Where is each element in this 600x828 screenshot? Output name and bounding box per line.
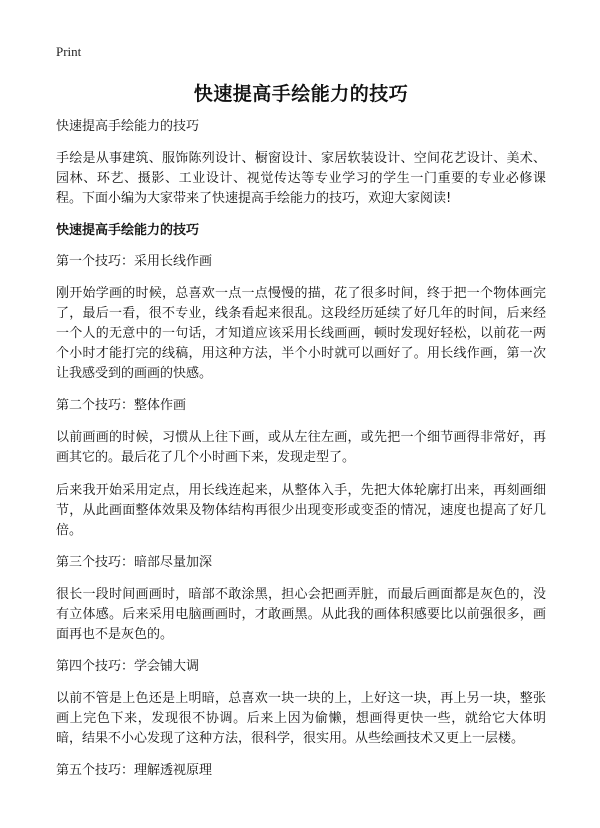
tip-2-paragraph-1: 以前画画的时候，习惯从上往下画，或从左往左画，或先把一个细节画得非常好，再画其它的。最后花了几个小时画下来，发现走型了。	[56, 430, 546, 465]
tip-5-heading: 第五个技巧：理解透视原理	[56, 763, 213, 778]
tip-1-paragraph-1: 刚开始学画的时候，总喜欢一点一点慢慢的描，花了很多时间，终于把一个物体画完了，最后一看，很不专业，线条看起来很乱。这段经历延续了好几年的时间，后来经一个人的无意中的一句话，才知道应该采用长线画画，顿时发现好轻松，以前花一两个小时才能打完的线稿，用这种方法，半个小时就可以画好了。用长线作画，第一次让我感受到的画画的快感。	[56, 286, 546, 381]
print-link[interactable]: Print	[56, 44, 82, 59]
tip-3-paragraph-1: 很长一段时间画画时，暗部不敢涂黑，担心会把画弄脏，而最后画面都是灰色的，没有立体感。后来采用电脑画画时，才敢画黑。从此我的画体积感要比以前强很多，画面再也不是灰色的。	[56, 587, 546, 642]
article-subtitle: 快速提高手绘能力的技巧	[56, 119, 200, 134]
intro-paragraph: 手绘是从事建筑、服饰陈列设计、橱窗设计、家居软装设计、空间花艺设计、美术、园林、环艺、摄影、工业设计、视觉传达等专业学习的学生一门重要的专业必修课程。下面小编为大家带来了快速提高手绘能力的技巧，欢迎大家阅读!	[56, 151, 546, 206]
section-heading: 快速提高手绘能力的技巧	[56, 223, 200, 238]
tip-2-heading: 第二个技巧：整体作画	[56, 398, 187, 413]
tip-4-heading: 第四个技巧：学会铺大调	[56, 659, 200, 674]
article-title: 快速提高手绘能力的技巧	[193, 83, 409, 105]
tip-2-paragraph-2: 后来我开始采用定点，用长线连起来，从整体入手，先把大体轮廓打出来，再刻画细节，从此画面整体效果及物体结构再很少出现变形或变歪的情况，速度也提高了好几倍。	[56, 483, 546, 538]
tip-3-heading: 第三个技巧：暗部尽量加深	[56, 555, 213, 570]
tip-4-paragraph-1: 以前不管是上色还是上明暗，总喜欢一块一块的上，上好这一块，再上另一块，整张画上完色下来，发现很不协调。后来上因为偷懒，想画得更快一些，就给它大体明暗，结果不小心发现了这种方法，很科学，很实用。从些绘画技术又更上一层楼。	[56, 691, 546, 746]
tip-1-heading: 第一个技巧：采用长线作画	[56, 254, 213, 269]
